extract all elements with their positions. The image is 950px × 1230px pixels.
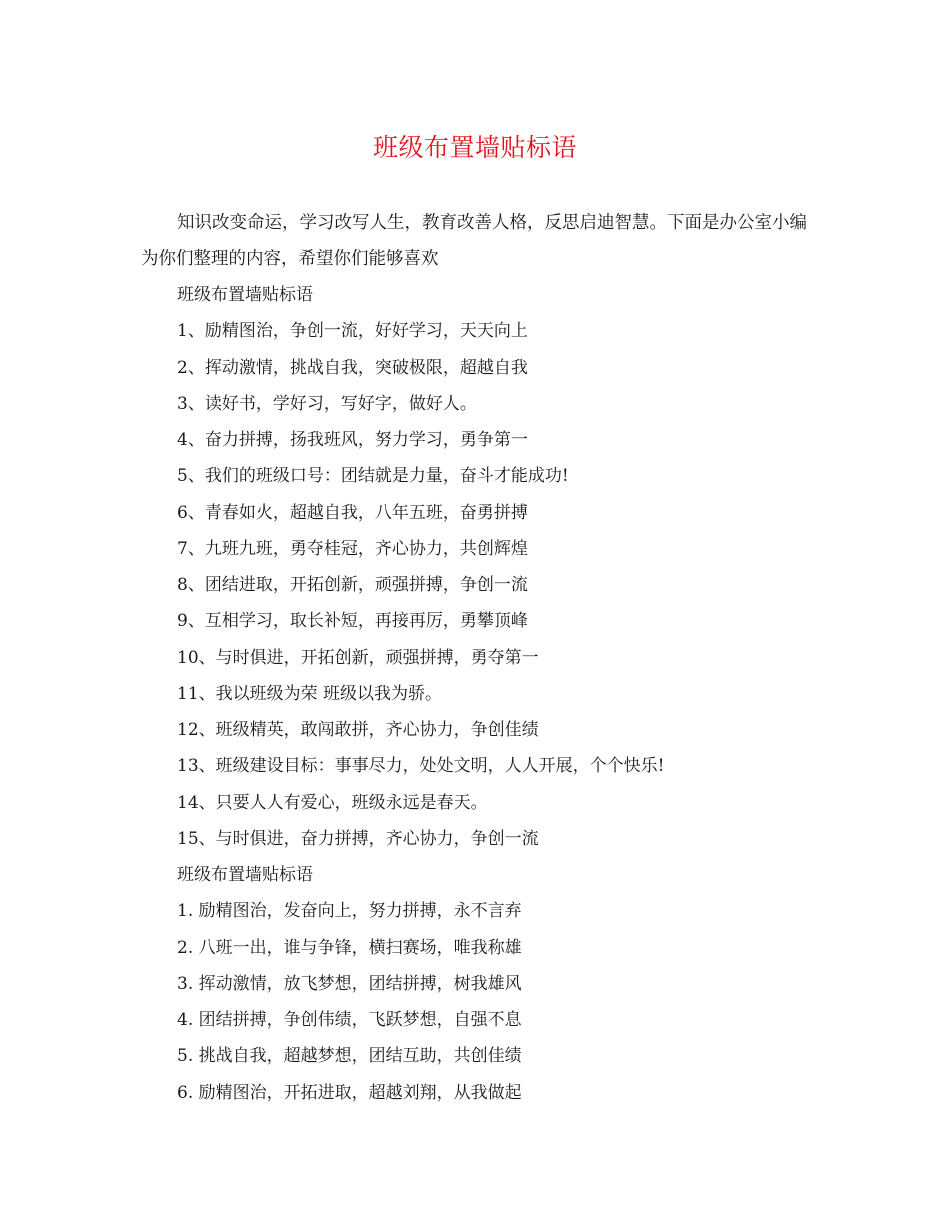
- slogan-line: 5、我们的班级口号：团结就是力量，奋斗才能成功!: [177, 466, 569, 487]
- slogan-line: 1、励精图治，争创一流，好好学习，天天向上: [177, 321, 528, 342]
- slogan-list: [177, 277, 817, 1111]
- intro-paragraph: 知识改变命运，学习改写人生，教育改善人格，反思启迪智慧。下面是办公室小编为你们整理的内容，希望你们能够喜欢: [141, 213, 807, 269]
- slogan-line: 3、读好书，学好习，写好字，做好人。: [177, 393, 477, 414]
- slogan-line: 12、班级精英，敢闯敢拼，齐心协力，争创佳绩: [177, 720, 539, 740]
- slogan-line: 1. 励精图治，发奋向上，努力拼搏，永不言弃: [177, 901, 522, 922]
- slogan-line: 6、青春如火，超越自我，八年五班，奋勇拼搏: [177, 502, 528, 523]
- slogan-line: 8、团结进取，开拓创新，顽强拼搏，争创一流: [177, 575, 528, 595]
- slogan-line: 5. 挑战自我，超越梦想，团结互助，共创佳绩: [177, 1046, 522, 1067]
- slogan-line: 4. 团结拼搏，争创伟绩，飞跃梦想，自强不息: [177, 1010, 522, 1030]
- slogan-line: 14、只要人人有爱心，班级永远是春天。: [177, 792, 488, 813]
- section-heading: 班级布置墙贴标语: [177, 865, 313, 885]
- slogan-line: 4、奋力拼搏，扬我班风，努力学习，勇争第一: [177, 430, 528, 450]
- slogan-line: 11、我以班级为荣 班级以我为骄。: [177, 683, 443, 704]
- slogan-line: 7、九班九班，勇夺桂冠，齐心协力，共创辉煌: [177, 538, 528, 559]
- slogan-line: 9、互相学习，取长补短，再接再厉，勇攀顶峰: [177, 611, 528, 632]
- slogan-line: 15、与时俱进，奋力拼搏，齐心协力，争创一流: [177, 828, 539, 849]
- slogan-line: 13、班级建设目标：事事尽力，处处文明，人人开展，个个快乐!: [177, 756, 665, 777]
- slogan-line: 2. 八班一出，谁与争锋，横扫赛场，唯我称雄: [177, 937, 522, 958]
- slogan-line: 10、与时俱进，开拓创新，顽强拼搏，勇夺第一: [177, 647, 539, 668]
- section-heading: 班级布置墙贴标语: [177, 285, 313, 305]
- slogan-line: 2、挥动激情，挑战自我，突破极限，超越自我: [177, 357, 528, 378]
- slogan-line: 3. 挥动激情，放飞梦想，团结拼搏，树我雄风: [177, 973, 522, 994]
- document-title: 班级布置墙贴标语: [372, 133, 577, 162]
- slogan-line: 6. 励精图治，开拓进取，超越刘翔，从我做起: [177, 1082, 522, 1103]
